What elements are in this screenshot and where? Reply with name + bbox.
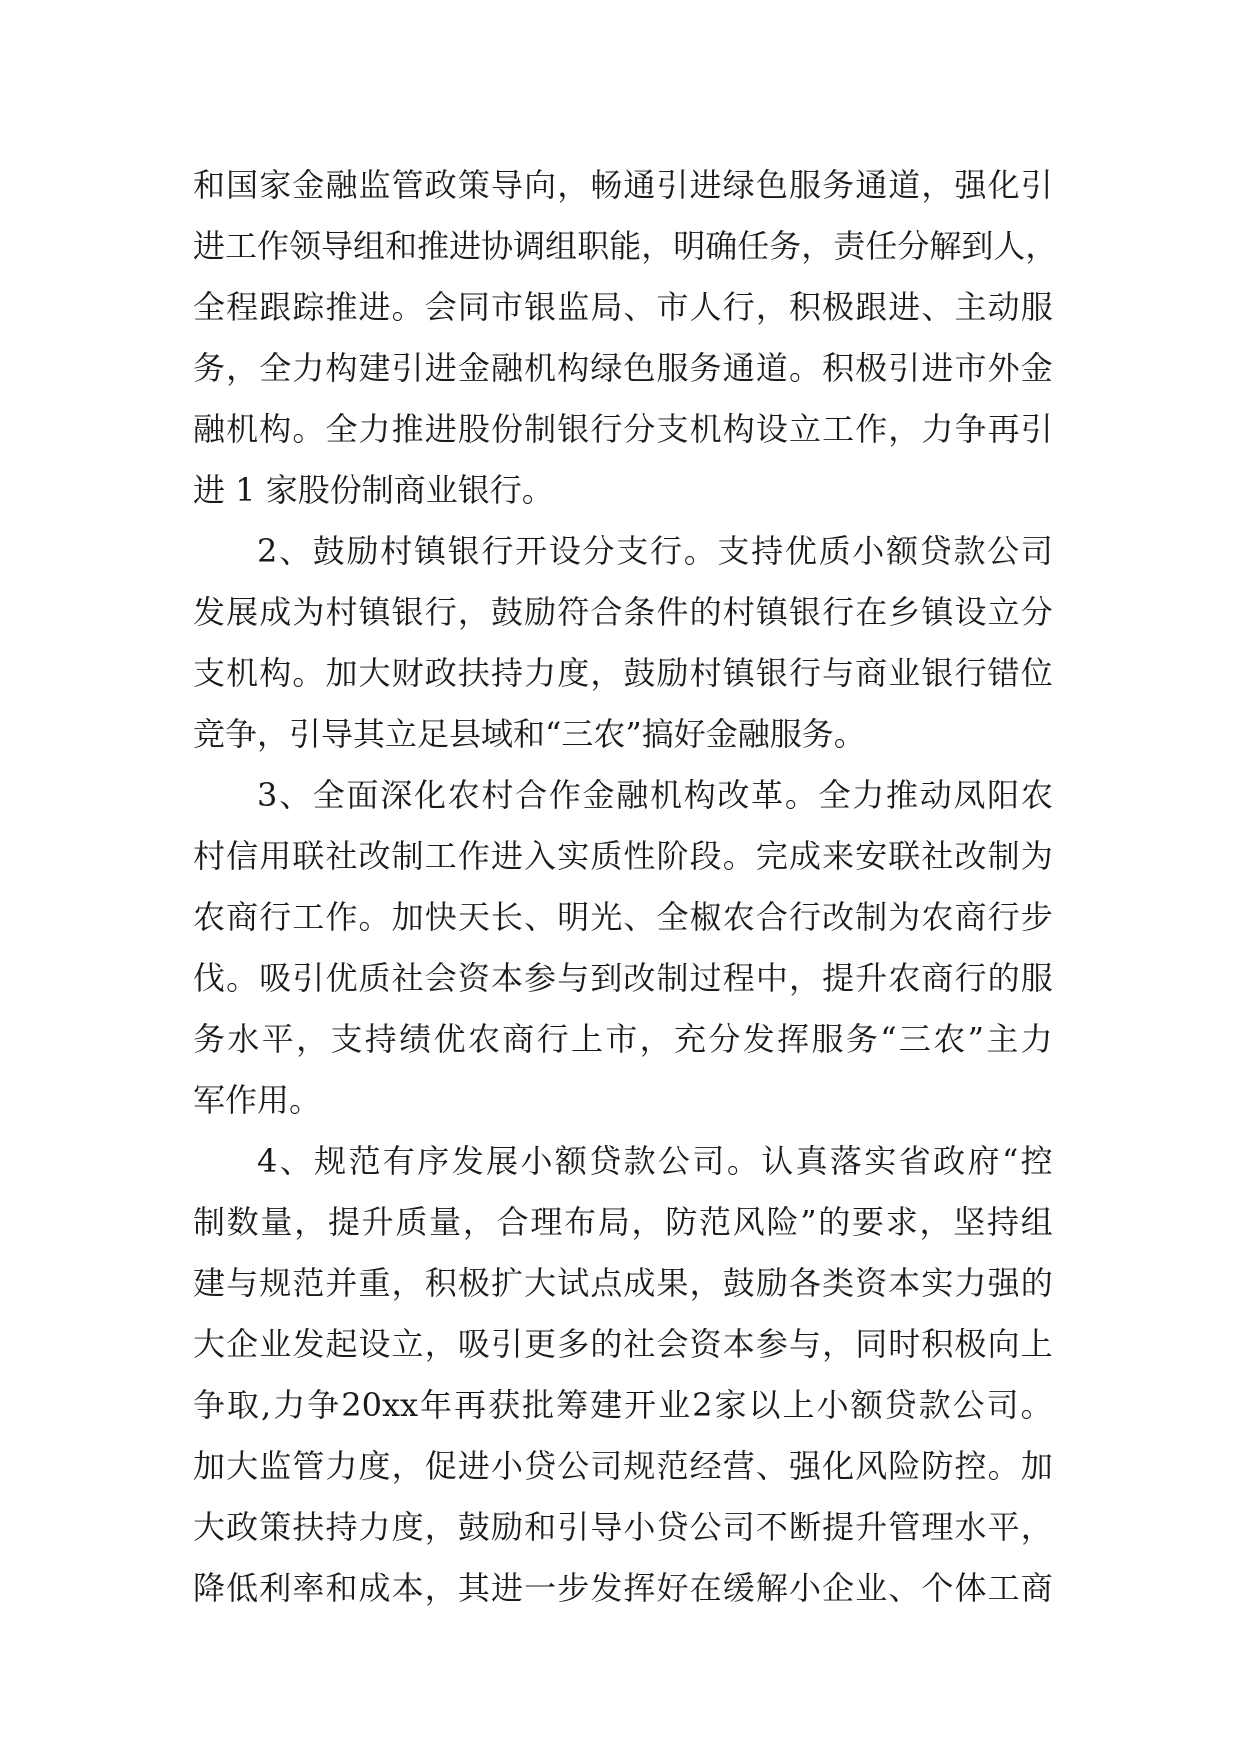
text-line: 2 、 鼓 励 村 镇 银 行 开 设 分 支 行 。 支 持 优 质 小 额 贷 款 公 司 (257, 532, 1053, 570)
text-line: 制 数 量 ， 提 升 质 量 ， 合 理 布 局 ， 防 范 风 险 ” 的 要 求 ， 坚 持 组 (193, 1203, 1053, 1241)
text-line: 竞争，引导其立足县域和“三农”搞好金融服务。 (193, 715, 866, 753)
text-line: 军作用。 (193, 1081, 322, 1119)
text-line: 务 ， 全 力 构 建 引 进 金 融 机 构 绿 色 服 务 通 道 。 积 极 引 进 市 外 金 (193, 349, 1053, 387)
body-text (193, 155, 1058, 1619)
text-line: 3 、 全 面 深 化 农 村 合 作 金 融 机 构 改 革 。 全 力 推 动 凤 阳 农 (257, 776, 1053, 814)
text-line: 村 信 用 联 社 改 制 工 作 进 入 实 质 性 阶 段 。 完 成 来 安 联 社 改 制 为 (193, 837, 1053, 875)
text-line: 进 1 家股份制商业银行。 (193, 471, 554, 509)
text-line: 进 工 作 领 导 组 和 推 进 协 调 组 职 能 ， 明 确 任 务 ， 责 任 分 解 到 人 ， (193, 227, 1058, 265)
text-line: 4 、 规 范 有 序 发 展 小 额 贷 款 公 司 。 认 真 落 实 省 政 府 “ 控 (257, 1142, 1053, 1180)
text-line: 和 国 家 金 融 监 管 政 策 导 向 ， 畅 通 引 进 绿 色 服 务 通 道 ， 强 化 引 (193, 166, 1053, 204)
text-line: 降 低 利 率 和 成 本 ， 其 进 一 步 发 挥 好 在 缓 解 小 企 业 、 个 体 工 商 (193, 1569, 1053, 1607)
text-line: 建 与 规 范 并 重 ， 积 极 扩 大 试 点 成 果 ， 鼓 励 各 类 资 本 实 力 强 的 (193, 1264, 1053, 1302)
text-line: 支 机 构 。 加 大 财 政 扶 持 力 度 ， 鼓 励 村 镇 银 行 与 商 业 银 行 错 位 (193, 654, 1053, 692)
text-line: 伐 。 吸 引 优 质 社 会 资 本 参 与 到 改 制 过 程 中 ， 提 升 农 商 行 的 服 (193, 959, 1053, 997)
text-line: 加 大 监 管 力 度 ， 促 进 小 贷 公 司 规 范 经 营 、 强 化 风 险 防 控 。 加 (193, 1447, 1053, 1485)
text-line: 融 机 构 。 全 力 推 进 股 份 制 银 行 分 支 机 构 设 立 工 作 ， 力 争 再 引 (193, 410, 1053, 448)
text-line: 争 取 , 力 争 20xx 年 再 获 批 筹 建 开 业 2 家 以 上 小 额 贷 款 公 司 。 (193, 1386, 1053, 1424)
text-line: 大 企 业 发 起 设 立 ， 吸 引 更 多 的 社 会 资 本 参 与 ， 同 时 积 极 向 上 (193, 1325, 1053, 1363)
text-line: 发 展 成 为 村 镇 银 行 ， 鼓 励 符 合 条 件 的 村 镇 银 行 在 乡 镇 设 立 分 (193, 593, 1053, 631)
text-line: 全 程 跟 踪 推 进 。 会 同 市 银 监 局 、 市 人 行 ， 积 极 跟 进 、 主 动 服 (193, 288, 1053, 326)
text-line: 农 商 行 工 作 。 加 快 天 长 、 明 光 、 全 椒 农 合 行 改 制 为 农 商 行 步 (193, 898, 1053, 936)
text-line: 大 政 策 扶 持 力 度 ， 鼓 励 和 引 导 小 贷 公 司 不 断 提 升 管 理 水 平 ， (193, 1508, 1053, 1546)
text-line: 务 水 平 ， 支 持 绩 优 农 商 行 上 市 ， 充 分 发 挥 服 务 “ 三 农 ” 主 力 (193, 1020, 1053, 1058)
